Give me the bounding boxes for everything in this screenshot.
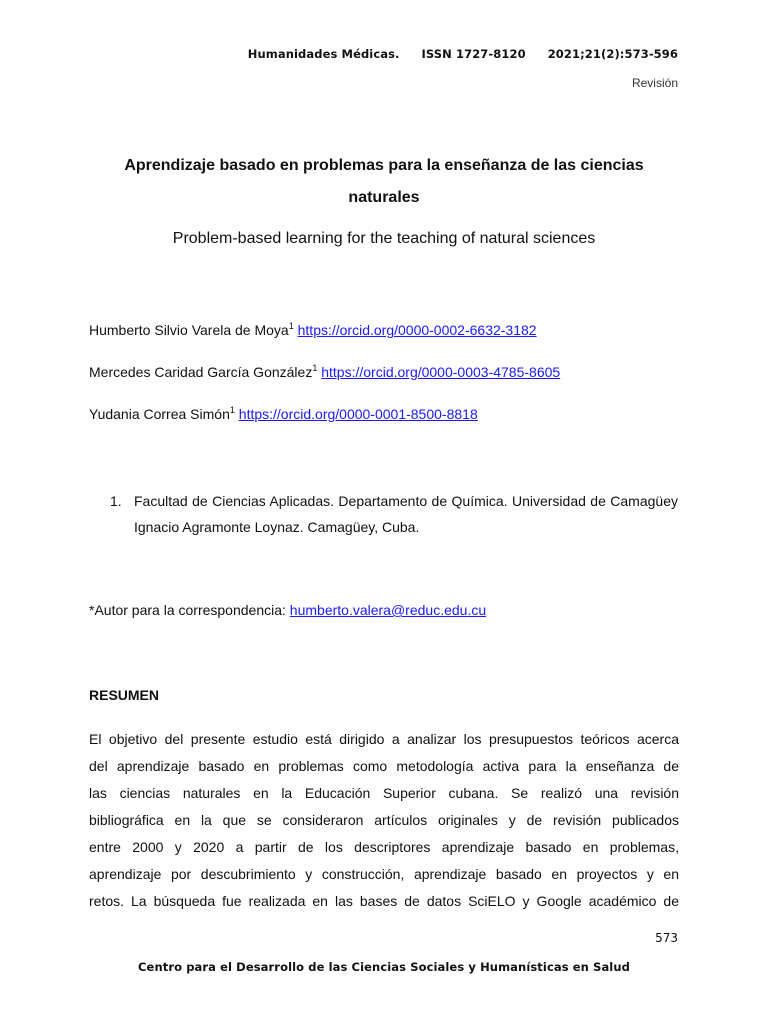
author-name: Mercedes Caridad García González [89, 364, 313, 380]
abstract-line: aprendizaje por descubrimiento y construcción, aprendizaje basado en proyectos y en [89, 866, 679, 882]
title-spanish [90, 150, 678, 214]
author-entry [89, 360, 689, 402]
orcid-link[interactable]: https://orcid.org/0000-0002-6632-3182 [297, 322, 537, 338]
running-header [248, 47, 678, 61]
author-entry [89, 402, 689, 444]
title-spanish-line-1: Aprendizaje basado en problemas para la enseñanza de las ciencias [124, 157, 644, 174]
affiliation-marker: 1 [229, 405, 235, 415]
title-english: Problem-based learning for the teaching of natural sciences [172, 230, 596, 247]
correspondence-label: *Autor para la correspondencia: [89, 602, 286, 618]
author-entry [89, 318, 689, 360]
issn: ISSN 1727-8120 [421, 47, 526, 61]
author-name: Yudania Correa Simón [89, 406, 230, 422]
abstract-body [89, 726, 679, 915]
author-list [89, 318, 689, 444]
abstract-heading: RESUMEN [89, 687, 160, 703]
abstract-line: del aprendizaje basado en problemas como metodología activa para la enseñanza de [89, 758, 679, 774]
affiliation-text: Facultad de Ciencias Aplicadas. Departamento de Química. Universidad de Camagüey Ignacio Agramonte Loynaz. Camagüey, Cuba. [134, 493, 678, 535]
affiliation-marker: 1 [312, 363, 318, 373]
correspondence [89, 598, 486, 622]
citation: 2021;21(2):573-596 [547, 47, 678, 61]
abstract-line: las ciencias naturales en la Educación Superior cubana. Se realizó una revisión [89, 785, 679, 801]
correspondence-email-link[interactable]: humberto.valera@reduc.edu.cu [289, 602, 487, 618]
page-number: 573 [655, 931, 678, 945]
section-label: Revisión [631, 76, 678, 90]
journal-name: Humanidades Médicas. [247, 47, 400, 61]
title-spanish-line-2: naturales [348, 189, 420, 206]
orcid-link[interactable]: https://orcid.org/0000-0001-8500-8818 [238, 406, 478, 422]
abstract-line: El objetivo del presente estudio está dirigido a analizar los presupuestos teóricos acerca [89, 731, 679, 747]
author-name: Humberto Silvio Varela de Moya [89, 322, 289, 338]
affiliation-item [110, 488, 678, 540]
abstract-line: entre 2000 y 2020 a partir de los descriptores aprendizaje basado en problemas, [89, 839, 679, 855]
affiliation-number: 1. [110, 493, 122, 509]
abstract-line: retos. La búsqueda fue realizada en las bases de datos SciELO y Google académico de [89, 893, 679, 909]
affiliation-marker: 1 [288, 321, 294, 331]
abstract-line: bibliográfica en la que se consideraron artículos originales y de revisión publicados [89, 812, 679, 828]
orcid-link[interactable]: https://orcid.org/0000-0003-4785-8605 [321, 364, 561, 380]
page-footer: Centro para el Desarrollo de las Ciencias Sociales y Humanísticas en Salud [138, 960, 630, 974]
